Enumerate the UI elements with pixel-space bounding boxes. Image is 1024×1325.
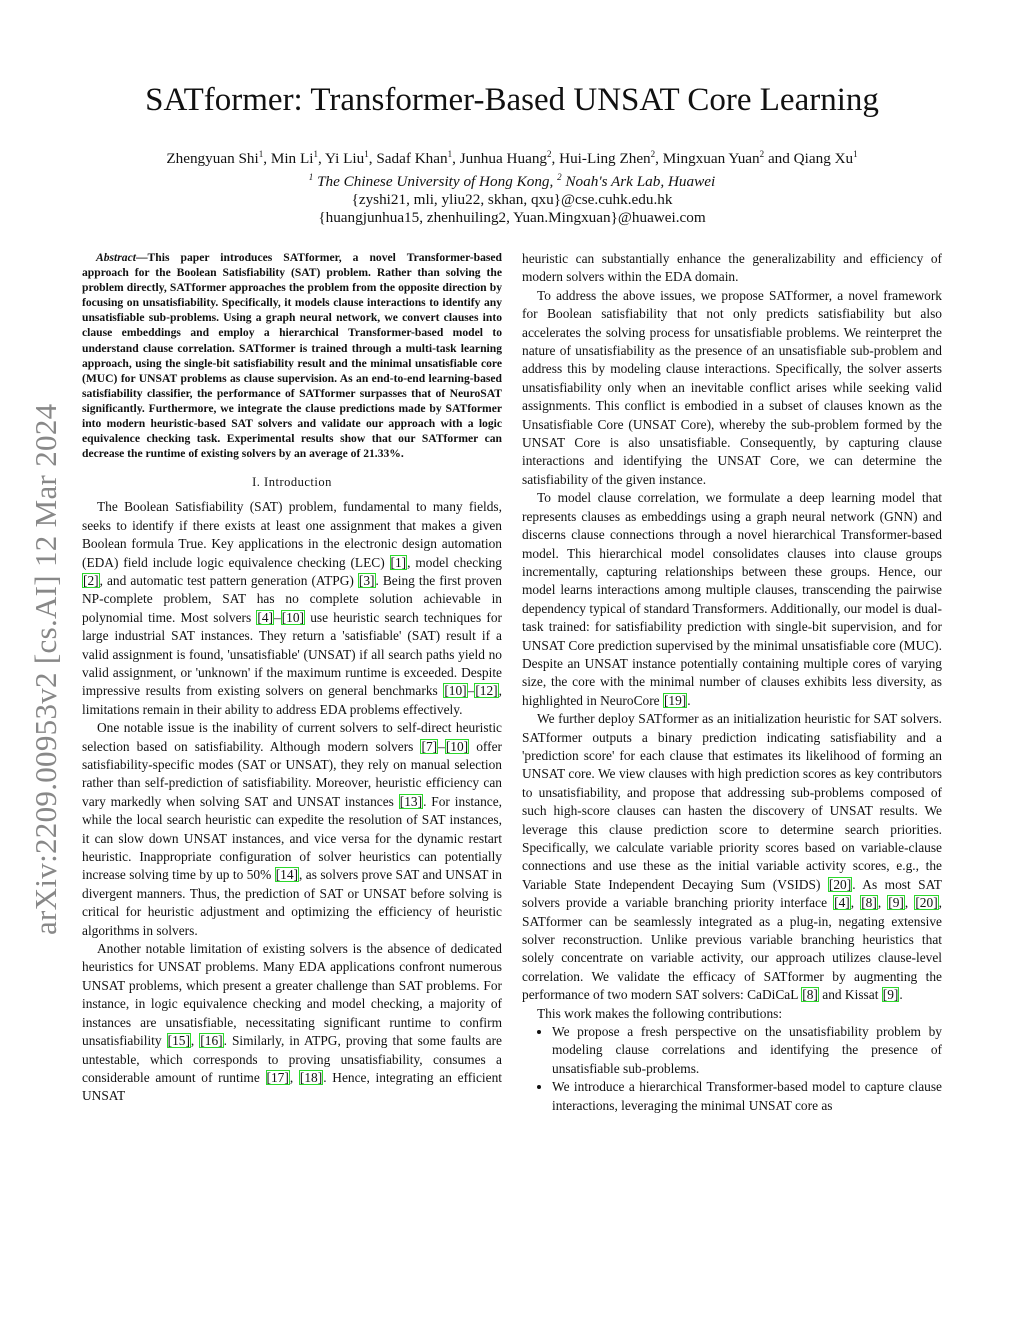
abstract (82, 250, 502, 461)
paragraph: We further deploy SATformer as an initialization heuristic for SAT solvers. SATformer outputs a binary prediction indicating satisfiability and a 'prediction score' for each clause that estimates its likelihood of forming an UNSAT core. We view clauses with high prediction scores as key contributors to unsatisfiability, and propose that addressing sub-problems composed of such high-score clauses can hasten the discovery of UNSAT results. We leverage this clause prediction score to determine search priorities. Specifically, we calculate variable priority scores based on variable-clause connections and use these as the initial variable activity scores, e.g., the Variable State Independent Decaying Sum (VSIDS) [20]. As most SAT solvers provide a variable branching priority interface [4], [8], [9], [20], SATformer can be seamlessly integrated as a plug-in, negating extensive solver reconstruction. Unlike previous variable branching heuristics that solely concentrate on variable activity, our approach utilizes clause-level correlation. We validate the efficacy of SATformer by augmenting the performance of two modern SAT solvers: CaDiCaL [8] and Kissat [9]. (522, 711, 943, 1003)
email-cuhk: {zyshi21, mli, yliu22, skhan, qxu}@cse.cuhk.edu.hk (351, 191, 673, 209)
author-name: Sadaf Khan (376, 150, 448, 168)
citation-link[interactable]: [12] (475, 683, 498, 699)
citation-link[interactable]: [2] (83, 572, 99, 588)
abstract-label: Abstract (96, 251, 136, 264)
author-affiliation-mark: 1 (447, 149, 453, 159)
contribution-item: • We propose a fresh perspective on the unsatisfiability problem by modeling clause correlations and identifying the presence of unsatisfiable sub-problems. (552, 1023, 942, 1078)
abstract-text: —This paper introduces SATformer, a novel Transformer-based approach for the Boolean Satisfiability (SAT) problem. Rather than solving the problem directly, SATformer approaches the problem from the opposite direction by focusing on unsatisfiability. Specifically, it models clause interactions to identify any unsatisfiable sub-problems. Using a graph neural network, we convert clauses into clause embeddings and employ a hierarchical Transformer-based model to understand clause correlation. SATformer is trained through a multi-task learning approach, using the single-bit satisfiability result and the minimal unsatisfiable core (MUC) for UNSAT problems as clause supervision. As an end-to-end learning-based satisfiability classifier, the performance of SATformer surpasses that of NeuroSAT significantly. Furthermore, we integrate the clause predictions made by SATformer into modern heuristic-based SAT solvers and validate our approach with a logic equivalence checking task. Experimental results show that our SATformer can decrease the runtime of existing solvers by an average of 21.33%. (82, 251, 502, 461)
author-name: Min Li (270, 150, 314, 168)
aff-mark: 1 (308, 172, 314, 183)
citation-link[interactable]: [15] (167, 1033, 190, 1049)
paragraph: The Boolean Satisfiability (SAT) problem, fundamental to many fields, seeks to identify if there exists at least one assignment that makes a given Boolean formula True. Key applications in the electronic design automation (EDA) field include logic equivalence checking (LEC) [1], model checking [2], and automatic test pattern generation (ATPG) [3]. Being the first proven NP-complete problem, SAT has no complete solution achievable in polynomial time. Most solvers [4]–[10] use heuristic search techniques for large industrial SAT instances. They return a 'satisfiable' (SAT) result if a valid assignment is found, 'unsatisfiable' (UNSAT) if all search paths yield no valid assignment, or 'unknown' if the maximum runtime is exceeded. Despite impressive results from existing solvers on general benchmarks [10]–[12], limitations remain in their ability to address EDA problems effectively. (82, 499, 502, 717)
citation-link[interactable]: [20] (915, 895, 938, 911)
affiliations (0, 168, 1024, 191)
contribution-list (522, 1023, 942, 1115)
affiliation-1: The Chinese University of Hong Kong, (313, 173, 558, 191)
author-affiliation-mark: 1 (853, 149, 858, 159)
intro-left-text (82, 498, 502, 1105)
paper-title: SATformer: Transformer-Based UNSAT Core Learning (145, 82, 879, 118)
citation-link[interactable]: [8] (802, 987, 818, 1003)
paragraph: To address the above issues, we propose SATformer, a novel framework for Boolean satisfiability that not only predicts satisfiability but also accelerates the solving process for unsatisfiable problems. We reinterpret the nature of unsatisfiability as the presence of an unsatisfiable sub-problem and address this by modeling clause interactions. Specifically, the solver asserts unsatisfiability only when an inevitable conflict arises while seeking valid assignments. This conflict is embodied in a subset of clauses known as the Unsatisfiable Core (UNSAT Core), whereby the sub-problem formed by the UNSAT Core is also unsatisfiable. Consequently, by capturing clause interactions and identifying the UNSAT Core, we can determine the satisfiability of the given instance. (522, 287, 942, 487)
paragraph: One notable issue is the inability of current solvers to self-direct heuristic selection based on satisfiability. Although modern solvers [7]–[10] offer satisfiability-specific modes (SAT or UNSAT), they rely on manual selection rather than self-prediction of satisfiability. Moreover, heuristic efficiency can vary markedly when solving SAT and UNSAT instances [13]. For instance, while the local search heuristic can expedite the resolution of SAT instances, it can slow down UNSAT instances, and vice versa for the dynamic restart heuristic. Inappropriate configuration of solver heuristics can potentially increase solving time by up to 50% [14], as solvers prove SAT and UNSAT in divergent manners. Thus, the prediction of SAT or UNSAT before solving is critical for heuristic adjustment and optimizing the efficiency of heuristic algorithms in solvers. (82, 720, 502, 938)
citation-link[interactable]: [9] (888, 895, 904, 911)
email-huawei: {huangjunhua15, zhenhuiling2, Yuan.Mingxuan}@huawei.com (318, 209, 706, 227)
author-list: Zhengyuan Shi$^1$, Min Li$^1$, Yi Liu$^1$, Sadaf Khan$^1$, Junhua Huang$^2$, Hui-Ling Zhen$^2$, Mingxuan Yuan$^2$ and Qiang Xu$^1$ (166, 149, 858, 168)
author-name: Qiang Xu (793, 150, 854, 168)
left-column (82, 250, 502, 1106)
citation-link[interactable]: [18] (299, 1069, 323, 1085)
citation-link[interactable]: [7] (421, 738, 438, 754)
author-affiliation-mark: 1 (258, 149, 264, 159)
paragraph: heuristic can substantially enhance the generalizability and efficiency of modern solvers within the EDA domain. (522, 251, 942, 285)
citation-link[interactable]: [14] (275, 867, 298, 883)
author-affiliation-mark: 2 (547, 149, 552, 159)
citation-link[interactable]: [9] (882, 987, 899, 1003)
author-affiliation-mark: 2 (650, 149, 656, 159)
section-heading: I. Introduction (252, 475, 332, 490)
citation-link[interactable]: [10] (445, 738, 469, 754)
paragraph: This work makes the following contributions: (537, 1005, 783, 1021)
paragraph: To model clause correlation, we formulate a deep learning model that represents clauses as embeddings using a graph neural network (GNN) and discerns clause connections through a novel hierarchical Transformer-based model. This hierarchical model consolidates clauses into clause groups incrementally, capturing relationships between these groups. Hence, our model learns interactions among multiple clauses, transcending the pairwise dependency typical of standard Transformers. Additionally, our model is dual-task trained: for satisfiability prediction with single-bit supervision, and for UNSAT Core prediction supervised by the minimal unsatisfiable core (MUC). Despite an UNSAT instance potentially containing multiple cores of varying size, the core with the minimal number of clauses exhibits less diversity, as highlighted in NeuroCore [19]. (522, 490, 942, 708)
citation-link[interactable]: [4] (257, 609, 273, 625)
author-name: Zhengyuan Shi (166, 150, 259, 168)
author-affiliation-mark: 2 (759, 149, 765, 159)
citation-link[interactable]: [3] (358, 572, 375, 588)
citation-link[interactable]: [10] (281, 609, 305, 625)
author-name: Junhua Huang (459, 150, 548, 168)
aff-mark: 2 (557, 172, 562, 183)
author-affiliation-mark: 1 (313, 149, 318, 159)
arxiv-identifier: arXiv:2209.00953v2 [cs.AI] 12 Mar 2024 (28, 403, 63, 935)
citation-link[interactable]: [1] (390, 554, 407, 570)
author-block (0, 145, 1024, 227)
citation-link[interactable]: [17] (266, 1069, 289, 1085)
citation-link[interactable]: [8] (861, 895, 877, 911)
right-column (522, 250, 942, 1115)
author-affiliation-mark: 1 (364, 149, 369, 159)
author-name: Mingxuan Yuan (662, 150, 760, 168)
citation-link[interactable]: [19] (663, 692, 687, 708)
intro-right-text (522, 250, 942, 1023)
citation-link[interactable]: [10] (444, 683, 467, 699)
citation-link[interactable]: [13] (399, 793, 423, 809)
contribution-item: • We introduce a hierarchical Transformer-based model to capture clause interactions, leveraging the minimal UNSAT core as (552, 1078, 942, 1115)
paragraph: Another notable limitation of existing solvers is the absence of dedicated heuristics for UNSAT problems. Many EDA applications confront numerous UNSAT problems, which present a greater challenge than SAT problems. For instance, in logic equivalence checking and model checking, a majority of instances are unsatisfiable, necessitating significant runtime to confirm unsatisfiability [15], [16]. Similarly, in ATPG, proving that some faults are untestable, which corresponds to proving unsatisfiability, consumes a considerable amount of runtime [17], [18]. Hence, integrating an efficient UNSAT (82, 941, 502, 1104)
citation-link[interactable]: [20] (828, 876, 852, 892)
citation-link[interactable]: [16] (200, 1033, 223, 1049)
author-name: Hui-Ling Zhen (559, 150, 651, 168)
affiliation-2: Noah's Ark Lab, Huawei (561, 173, 716, 191)
author-name: Yi Liu (324, 150, 365, 168)
citation-link[interactable]: [4] (834, 895, 850, 911)
